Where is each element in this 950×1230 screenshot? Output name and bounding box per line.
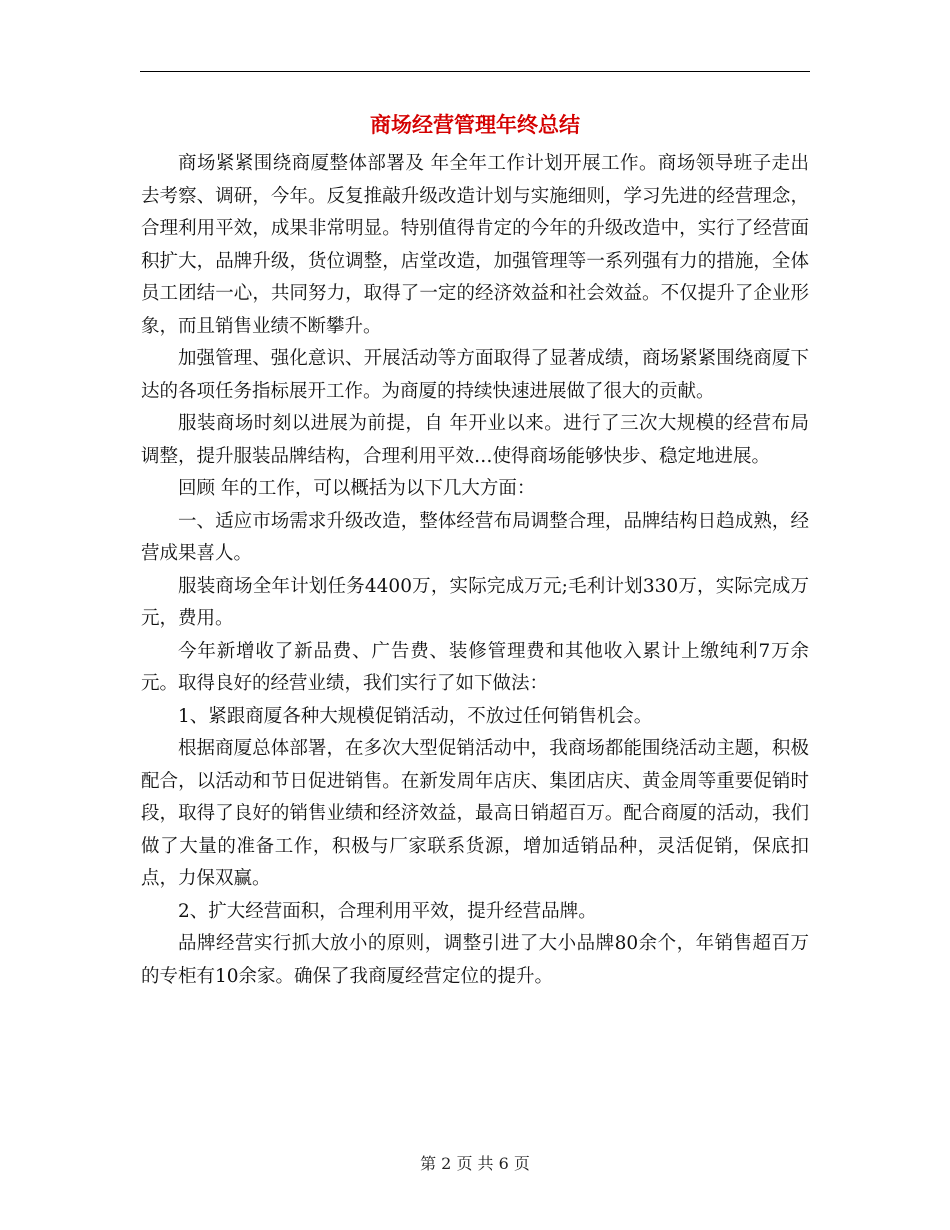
- paragraph: 加强管理、强化意识、开展活动等方面取得了显著成绩，商场紧紧围绕商厦下达的各项任务指标展开工作。为商厦的持续快速进展做了很大的贡献。: [141, 348, 809, 402]
- paragraph: 根据商厦总体部署，在多次大型促销活动中，我商场都能围绕活动主题，积极配合，以活动和节日促进销售。在新发周年店庆、集团店庆、黄金周等重要促销时段，取得了良好的销售业绩和经济效益，最高日销超百万。配合商厦的活动，我们做了大量的准备工作，积极与厂家联系货源，增加适销品种，灵活促销，保底扣点，力保双赢。: [141, 738, 809, 889]
- paragraph: 服装商场时刻以进展为前提，自 年开业以来。进行了三次大规模的经营布局调整，提升服装品牌结构，合理利用平效…使得商场能够快步、稳定地进展。: [141, 413, 809, 467]
- paragraph: 1、紧跟商厦各种大规模促销活动，不放过任何销售机会。: [178, 705, 653, 727]
- document-body: [141, 148, 809, 993]
- paragraph: 回顾 年的工作，可以概括为以下几大方面：: [178, 478, 536, 499]
- header-rule: [140, 71, 810, 72]
- paragraph: 一、适应市场需求升级改造，整体经营布局调整合理，品牌结构日趋成熟，经营成果喜人。: [141, 510, 809, 564]
- document-title: 商场经营管理年终总结: [370, 112, 580, 137]
- paragraph: 服装商场全年计划任务4400万，实际完成万元;毛利计划330万，实际完成万元，费用。: [141, 575, 809, 629]
- paragraph: 今年新增收了新品费、广告费、装修管理费和其他收入累计上缴纯利7万余元。取得良好的经营业绩，我们实行了如下做法：: [141, 640, 809, 694]
- paragraph: 2、扩大经营面积，合理利用平效，提升经营品牌。: [178, 900, 597, 922]
- paragraph: 商场紧紧围绕商厦整体部署及 年全年工作计划开展工作。商场领导班子走出去考察、调研，今年。反复推敲升级改造计划与实施细则，学习先进的经营理念，合理利用平效，成果非常明显。特别值得肯定的今年的升级改造中，实行了经营面积扩大，品牌升级，货位调整，店堂改造，加强管理等一系列强有力的措施，全体员工团结一心，共同努力，取得了一定的经济效益和社会效益。不仅提升了企业形象，而且销售业绩不断攀升。: [141, 153, 809, 337]
- page-number: 第 2 页 共 6 页: [420, 1154, 530, 1173]
- paragraph: 品牌经营实行抓大放小的原则，调整引进了大小品牌80余个，年销售超百万的专柜有10余家。确保了我商厦经营定位的提升。: [141, 933, 809, 987]
